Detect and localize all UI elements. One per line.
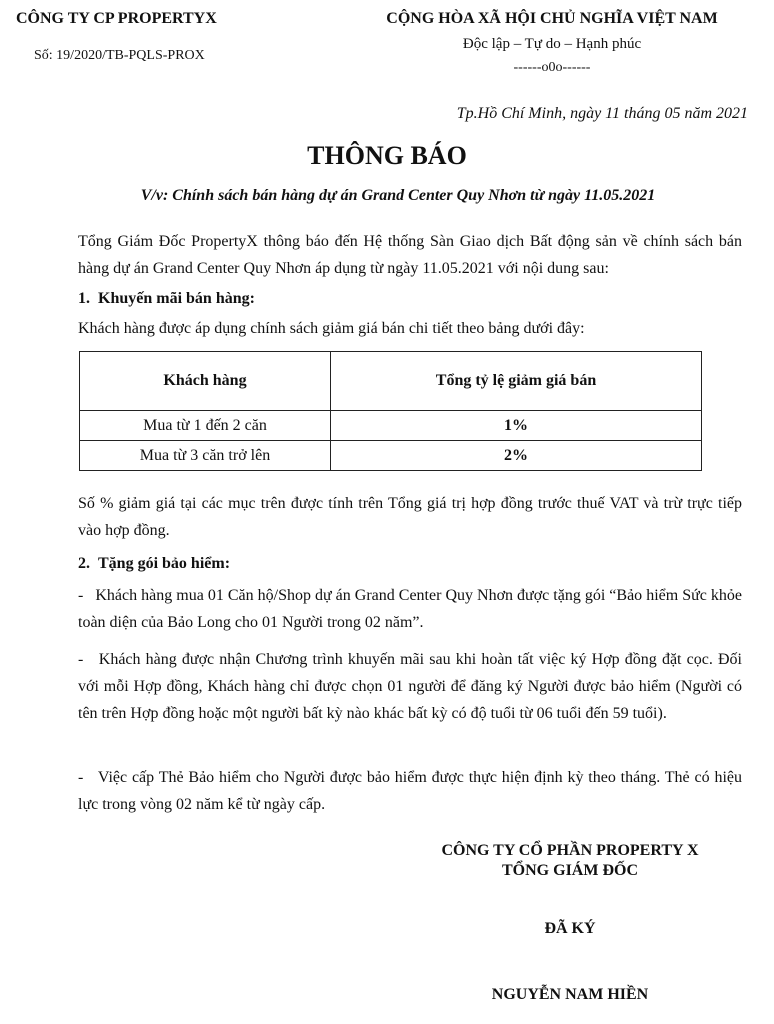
discount-table	[79, 351, 702, 471]
table-cell-discount: 2%	[331, 441, 702, 471]
place-date: Tp.Hồ Chí Minh, ngày 11 tháng 05 năm 2021	[456, 105, 748, 122]
table-row	[80, 411, 702, 441]
section1-note: Số % giảm giá tại các mục trên được tính trên Tổng giá trị hợp đồng trước thuế VAT và trừ trực tiếp vào hợp đồng.	[78, 495, 742, 539]
document-title: THÔNG BÁO	[307, 141, 467, 170]
insurance-item: - Khách hàng mua 01 Căn hộ/Shop dự án Grand Center Quy Nhơn được tặng gói “Bảo hiểm Sức khỏe toàn diện của Bảo Long cho 01 Người trong 02 năm”.	[78, 587, 742, 631]
national-motto: Độc lập – Tự do – Hạnh phúc	[462, 36, 642, 52]
table-cell-customer: Mua từ 3 căn trở lên	[80, 441, 331, 471]
table-header-customer: Khách hàng	[80, 352, 331, 411]
signature-company: CÔNG TY CỔ PHẦN PROPERTY X	[441, 842, 699, 859]
signature-status: ĐÃ KÝ	[544, 920, 596, 937]
document-subject: V/v: Chính sách bán hàng dự án Grand Center Quy Nhơn từ ngày 11.05.2021	[140, 187, 656, 204]
company-name: CÔNG TY CP PROPERTYX	[16, 10, 217, 27]
section1-lead: Khách hàng được áp dụng chính sách giảm giá bán chi tiết theo bảng dưới đây:	[78, 320, 585, 337]
signer-name: NGUYỄN NAM HIỀN	[491, 986, 649, 1003]
document-number: Số: 19/2020/TB-PQLS-PROX	[34, 48, 205, 63]
table-cell-customer: Mua từ 1 đến 2 căn	[80, 411, 331, 441]
table-cell-discount: 1%	[331, 411, 702, 441]
section2-heading: 2. Tặng gói bảo hiểm:	[78, 555, 231, 572]
signature-position: TỔNG GIÁM ĐỐC	[502, 862, 638, 879]
national-title: CỘNG HÒA XÃ HỘI CHỦ NGHĨA VIỆT NAM	[386, 10, 718, 27]
insurance-item: - Việc cấp Thẻ Bảo hiểm cho Người được bảo hiểm được thực hiện định kỳ theo tháng. Thẻ có hiệu lực trong vòng 02 năm kể từ ngày cấp.	[78, 769, 742, 813]
table-row	[80, 441, 702, 471]
insurance-item: - Khách hàng được nhận Chương trình khuyến mãi sau khi hoàn tất việc ký Hợp đồng đặt cọc. Đối với mỗi Hợp đồng, Khách hàng chỉ được chọn 01 người để đăng ký Người được bảo hiểm (Người có tên trên Hợp đồng hoặc một người bất kỳ nào khác bất kỳ có độ tuổi từ 06 tuổi đến 59 tuổi).	[78, 651, 742, 722]
table-header-discount: Tổng tỷ lệ giảm giá bán	[331, 352, 702, 411]
table-header-row	[80, 352, 702, 411]
intro-paragraph	[78, 228, 742, 282]
intro-text: Tổng Giám Đốc PropertyX thông báo đến Hệ thống Sàn Giao dịch Bất động sản về chính sách bán hàng dự án Grand Center Quy Nhơn áp dụng từ ngày 11.05.2021 với nội dung sau:	[78, 233, 742, 277]
section1-heading: 1. Khuyến mãi bán hàng:	[78, 290, 255, 307]
motto-separator: ------o0o------	[513, 60, 591, 75]
